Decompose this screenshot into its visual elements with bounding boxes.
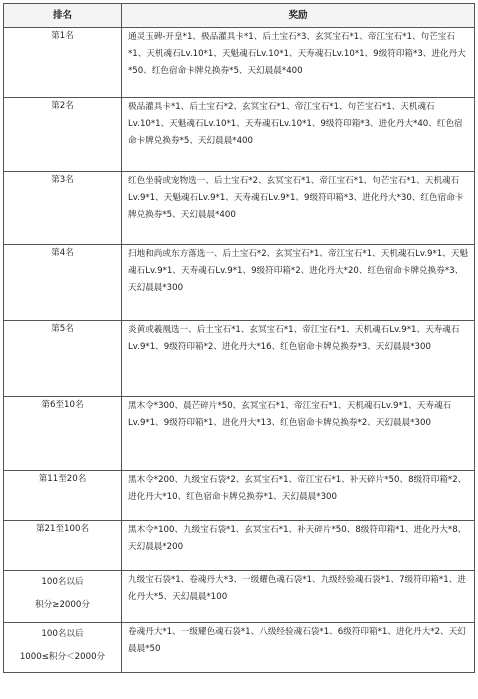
- reward-cell: 卷魂丹大*1、一级耀色魂石袋*1、八级经验魂石袋*1、6级符印箱*1、进化丹大*2、天幻晨晨*50: [122, 623, 475, 673]
- table-row: [4, 521, 475, 571]
- rank-cell: 第21至100名: [4, 521, 122, 571]
- rank-cell: 第3名: [4, 172, 122, 245]
- rank-reward-table: [3, 3, 475, 673]
- score-condition: 1000≤积分＜2000分: [19, 652, 106, 662]
- reward-cell: 通灵玉碑-开皇*1、极品灌具卡*1、后土宝石*3、玄冥宝石*1、帝江宝石*1、句芒宝石*1、天机魂石Lv.10*1、天魁魂石Lv.10*1、天寿魂石Lv.10*1、9级符印箱*3、进化丹大*50、红色宿命卡牌兑换券*5、天幻晨晨*400: [122, 28, 475, 98]
- reward-cell: 黑木令*100、九级宝石袋*1、玄冥宝石*1、补天碎片*50、8级符印箱*1、进化丹大*8、天幻晨晨*200: [122, 521, 475, 571]
- rank-cell-line: 100名以后: [41, 629, 84, 639]
- reward-cell: 红色坐骑或宠物选一、后土宝石*2、玄冥宝石*1、帝江宝石*1、句芒宝石*1、天机魂石Lv.9*1、天魁魂石Lv.9*1、天寿魂石Lv.9*1、9级符印箱*3、进化丹大*30、红色宿命卡牌兑换券*5、天幻晨晨*400: [122, 172, 475, 245]
- table-header-row: [4, 4, 475, 28]
- rank-cell: [4, 623, 122, 673]
- table-row: [4, 172, 475, 245]
- table-row: [4, 471, 475, 521]
- table-row: [4, 623, 475, 673]
- table-row: [4, 98, 475, 172]
- rank-cell: 第4名: [4, 245, 122, 321]
- reward-cell: 黑木令*200、九级宝石袋*2、玄冥宝石*1、帝江宝石*1、补天碎片*50、8级符印箱*2、进化丹大*10、红色宿命卡牌兑换券*1、天幻晨晨*300: [122, 471, 475, 521]
- score-condition: 积分≥2000分: [35, 600, 90, 610]
- rank-cell: 第2名: [4, 98, 122, 172]
- rank-cell-line: 100名以后: [41, 577, 84, 587]
- reward-cell: 极品灌具卡*1、后土宝石*2、玄冥宝石*1、帝江宝石*1、句芒宝石*1、天机魂石Lv.10*1、天魁魂石Lv.10*1、天寿魂石Lv.10*1、9级符印箱*3、进化丹大*40、红色宿命卡牌兑换券*5、天幻晨晨*400: [122, 98, 475, 172]
- table-row: [4, 245, 475, 321]
- table-row: [4, 571, 475, 623]
- rank-cell: 第11至20名: [4, 471, 122, 521]
- reward-column-header: 奖励: [122, 4, 475, 28]
- reward-cell: 扫地和尚或东方落选一、后土宝石*2、玄冥宝石*1、帝江宝石*1、天机魂石Lv.9*1、天魁魂石Lv.9*1、天寿魂石Lv.9*1、9级符印箱*2、进化丹大*20、红色宿命卡牌兑换券*3、天幻晨晨*300: [122, 245, 475, 321]
- rank-cell: 第6至10名: [4, 397, 122, 471]
- reward-cell: 黑木令*300、晨芒碎片*50、玄冥宝石*1、帝江宝石*1、天机魂石Lv.9*1、天寿魂石Lv.9*1、9级符印箱*1、进化丹大*13、红色宿命卡牌兑换券*2、天幻晨晨*300: [122, 397, 475, 471]
- rank-column-header: 排名: [4, 4, 122, 28]
- table-row: [4, 321, 475, 397]
- rank-cell: 第5名: [4, 321, 122, 397]
- table-row: [4, 397, 475, 471]
- reward-cell: 炎黄或羲凰选一、后土宝石*1、玄冥宝石*1、帝江宝石*1、天机魂石Lv.9*1、天寿魂石Lv.9*1、9级符印箱*2、进化丹大*16、红色宿命卡牌兑换券*3、天幻晨晨*300: [122, 321, 475, 397]
- rank-cell: 第1名: [4, 28, 122, 98]
- reward-cell: 九级宝石袋*1、卷魂丹大*3、一级耀色魂石袋*1、九级经验魂石袋*1、7级符印箱*1、进化丹大*5、天幻晨晨*100: [122, 571, 475, 623]
- table-row: [4, 28, 475, 98]
- rank-cell: [4, 571, 122, 623]
